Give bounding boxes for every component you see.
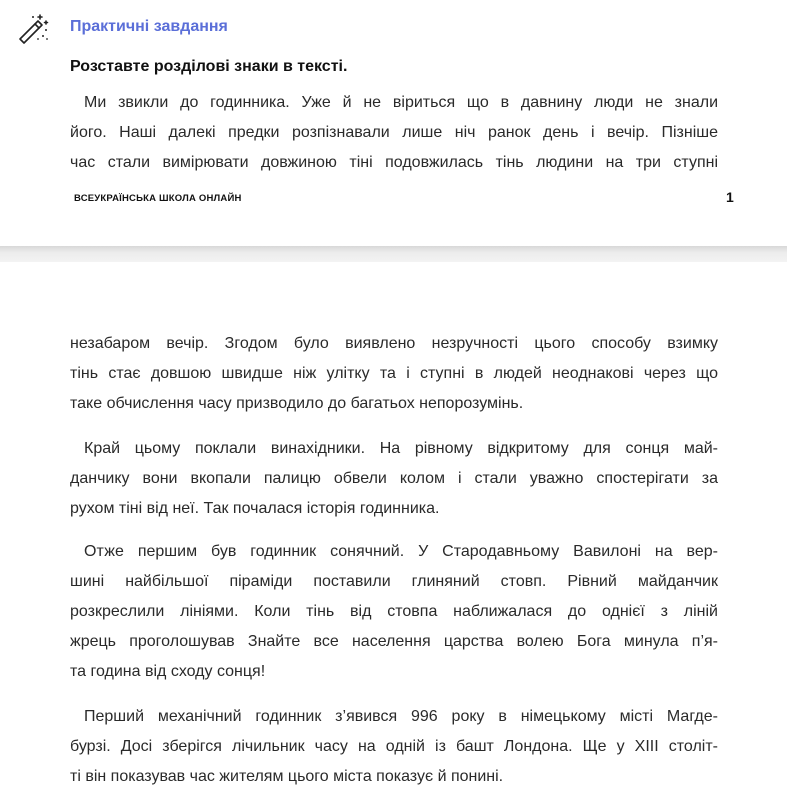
section-title: Практичні завдання: [70, 18, 228, 35]
page-separator: [0, 246, 787, 262]
paragraph-intro: [70, 88, 718, 178]
magic-pen-icon: [16, 12, 50, 46]
text-line: Перший механічний годинник з’явився 996 року в німецькому місті Магде-: [84, 708, 718, 725]
text-line: Ми звикли до годинника. Уже й не віриться що в давнину люди не знали: [84, 94, 718, 111]
text-line: незабаром вечір. Згодом було виявлено незручності цього способу взимку: [70, 335, 718, 352]
document-page-1: [0, 0, 787, 246]
paragraph-3: [70, 537, 718, 687]
task-heading: Розставте розділові знаки в тексті.: [70, 58, 348, 75]
text-line: його. Наші далекі предки розпізнавали лише ніч ранок день і вечір. Пізніше: [70, 124, 718, 141]
text-line: шині найбільшої піраміди поставили глиняний стовп. Рівний майданчик: [70, 573, 718, 590]
text-line: жрець проголошував Знайте все населення царства волею Бога минула п’я-: [70, 633, 718, 650]
text-line: розкреслили лініями. Коли тінь від стовпа наближалася до однієї з ліній: [70, 603, 718, 620]
document-page-2: [0, 262, 787, 806]
text-line: час стали вимірювати довжиною тіні подовжилась тінь людини на три ступні: [70, 154, 718, 171]
paragraph-1: [70, 329, 718, 419]
paragraph-4: [70, 702, 718, 792]
footer-school-name: ВСЕУКРАЇНСЬКА ШКОЛА ОНЛАЙН: [74, 193, 242, 204]
paragraph-2: [70, 434, 718, 524]
page-number: 1: [726, 189, 734, 205]
text-line: данчику вони вкопали палицю обвели колом і стали уважно спостерігати за: [70, 470, 718, 487]
text-line: бурзі. Досі зберігся лічильник часу на одній із башт Лондона. Ще у ХІІІ століт-: [70, 738, 718, 755]
text-line: Край цьому поклали винахідники. На рівному відкритому для сонця май-: [84, 440, 718, 457]
text-line: рухом тіні від неї. Так почалася історія годинника.: [70, 500, 440, 517]
text-line: Отже першим був годинник сонячний. У Стародавньому Вавилоні на вер-: [84, 543, 718, 560]
text-line: та година від сходу сонця!: [70, 663, 266, 680]
text-line: тінь стає довшою швидше ніж улітку та і ступні в людей неоднакові через що: [70, 365, 718, 382]
text-line: таке обчислення часу призводило до багатьох непорозумінь.: [70, 395, 524, 412]
text-line: ті він показував час жителям цього міста показує й понині.: [70, 768, 504, 785]
